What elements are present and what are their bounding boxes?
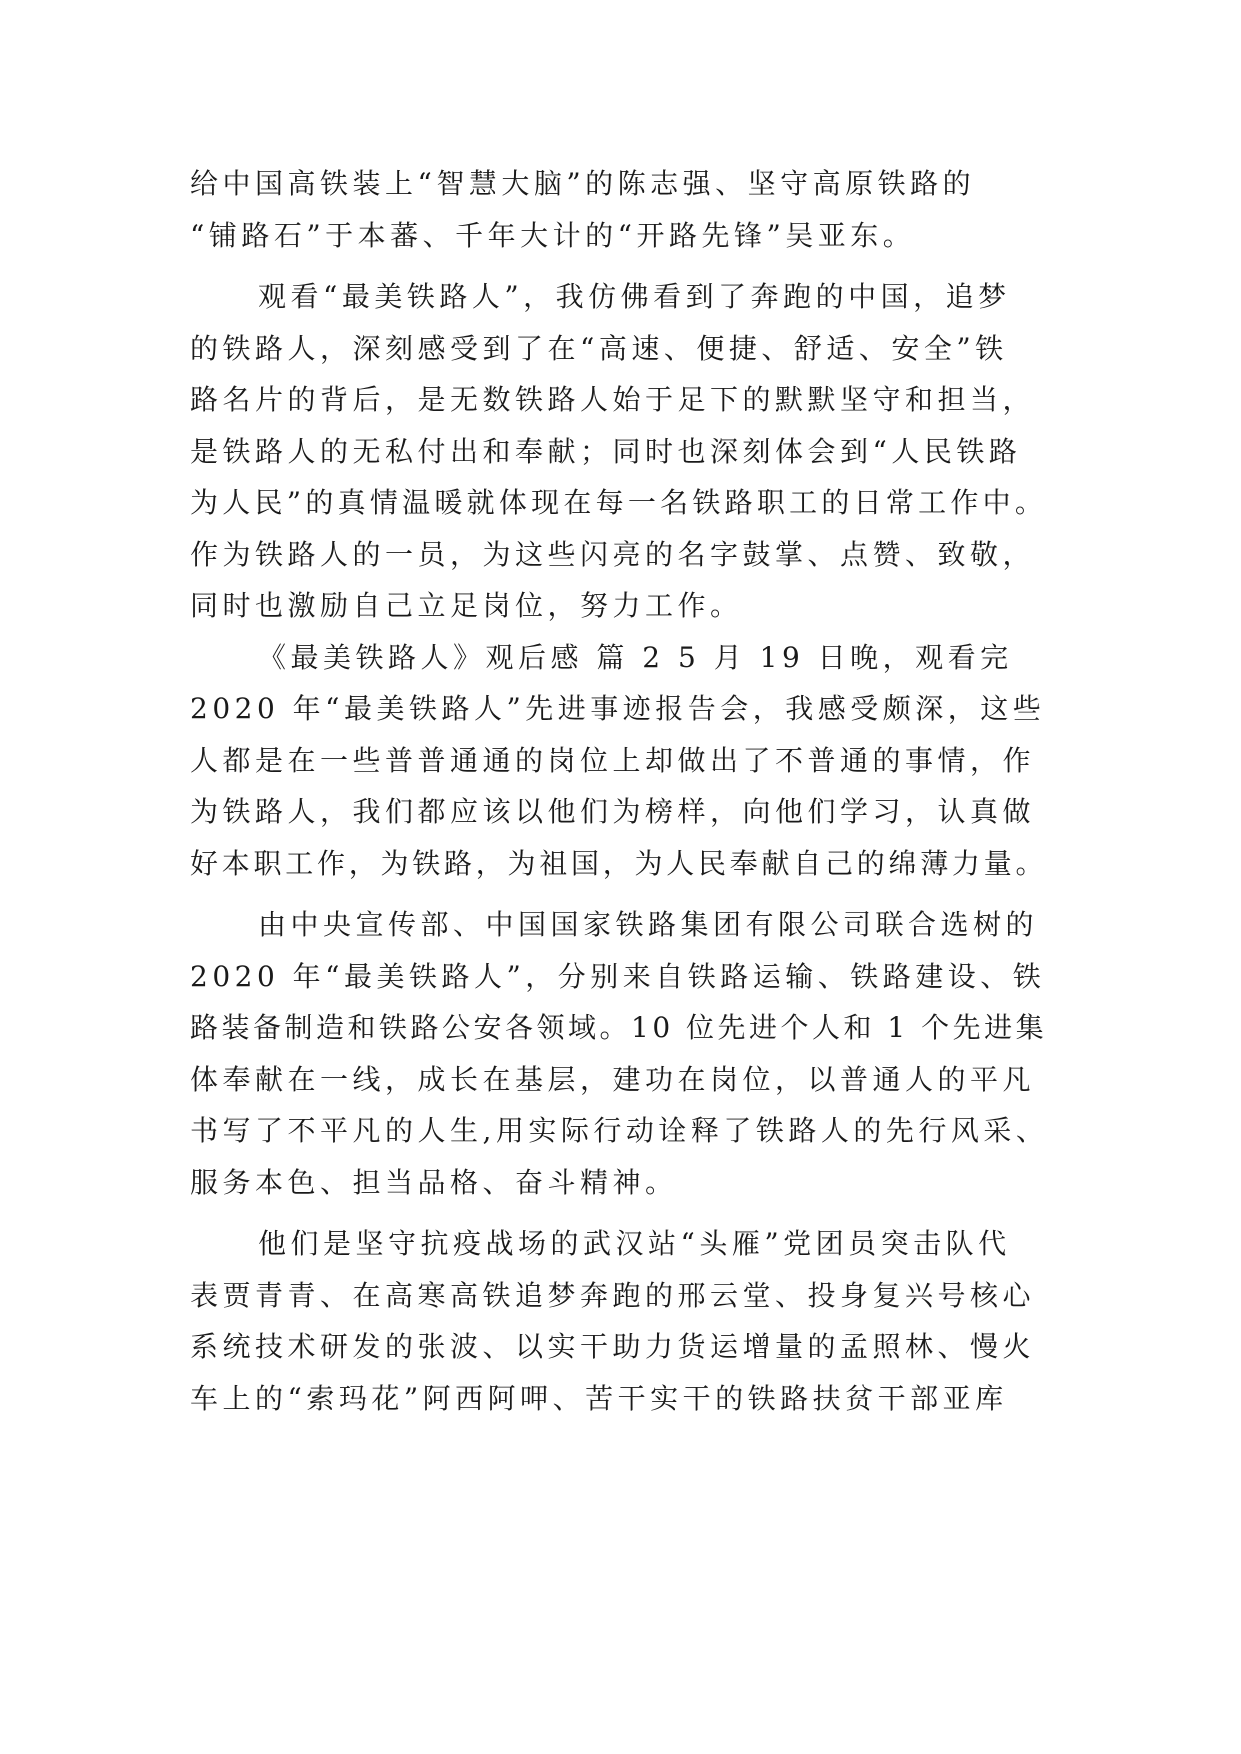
text-line: 作为铁路人的一员，为这些闪亮的名字鼓掌、点赞、致敬， <box>190 537 1036 571</box>
text-line: 车上的“索玛花”阿西阿呷、苦干实干的铁路扶贫干部亚库 <box>190 1381 1008 1415</box>
text-line: 书写了不平凡的人生,用实际行动诠释了铁路人的先行风采、 <box>190 1114 1049 1147</box>
text-line: 表贾青青、在高寒高铁追梦奔跑的邢云堂、投身复兴号核心 <box>190 1278 1036 1312</box>
text-line: “铺路石”于本蕃、千年大计的“开路先锋”吴亚东。 <box>190 218 916 252</box>
text-line: 服务本色、担当品格、奋斗精神。 <box>190 1165 678 1199</box>
section-heading-line: 《最美铁路人》观后感 篇 2 5 月 19 日晚，观看完 <box>258 640 1013 674</box>
text-line: 2020 年“最美铁路人”先进事迹报告会，我感受颇深，这些 <box>190 692 1046 725</box>
text-line: 2020 年“最美铁路人”，分别来自铁路运输、铁路建设、铁 <box>190 959 1046 993</box>
text-line: 为铁路人，我们都应该以他们为榜样，向他们学习，认真做 <box>190 795 1036 828</box>
paragraph-start-line: 观看“最美铁路人”，我仿佛看到了奔跑的中国，追梦 <box>258 280 1011 313</box>
text-line: 同时也激励自己立足岗位，努力工作。 <box>190 589 743 622</box>
document-body <box>190 158 1050 1424</box>
text-line: 好本职工作，为铁路，为祖国，为人民奉献自己的绵薄力量。 <box>190 846 1048 880</box>
text-line: 给中国高铁装上“智慧大脑”的陈志强、坚守高原铁路的 <box>190 167 976 200</box>
text-line: 人都是在一些普普通通的岗位上却做出了不普通的事情，作 <box>190 743 1036 777</box>
paragraph-start-line: 他们是坚守抗疫战场的武汉站“头雁”党团员突击队代 <box>258 1227 1011 1260</box>
text-line: 体奉献在一线，成长在基层，建功在岗位，以普通人的平凡 <box>190 1062 1036 1096</box>
text-line: 系统技术研发的张波、以实干助力货运增量的孟照林、慢火 <box>190 1330 1036 1363</box>
text-line: 的铁路人，深刻感受到了在“高速、便捷、舒适、安全”铁 <box>190 331 1008 365</box>
text-line: 路名片的背后，是无数铁路人始于足下的默默坚守和担当， <box>190 383 1036 416</box>
paragraph-start-line: 由中央宣传部、中国国家铁路集团有限公司联合选树的 <box>258 908 1039 941</box>
text-line: 是铁路人的无私付出和奉献；同时也深刻体会到“人民铁路 <box>190 434 1022 468</box>
text-line: 路装备制造和铁路公安各领域。10 位先进个人和 1 个先进集 <box>190 1011 1048 1044</box>
text-line: 为人民”的真情温暖就体现在每一名铁路职工的日常工作中。 <box>190 486 1048 519</box>
